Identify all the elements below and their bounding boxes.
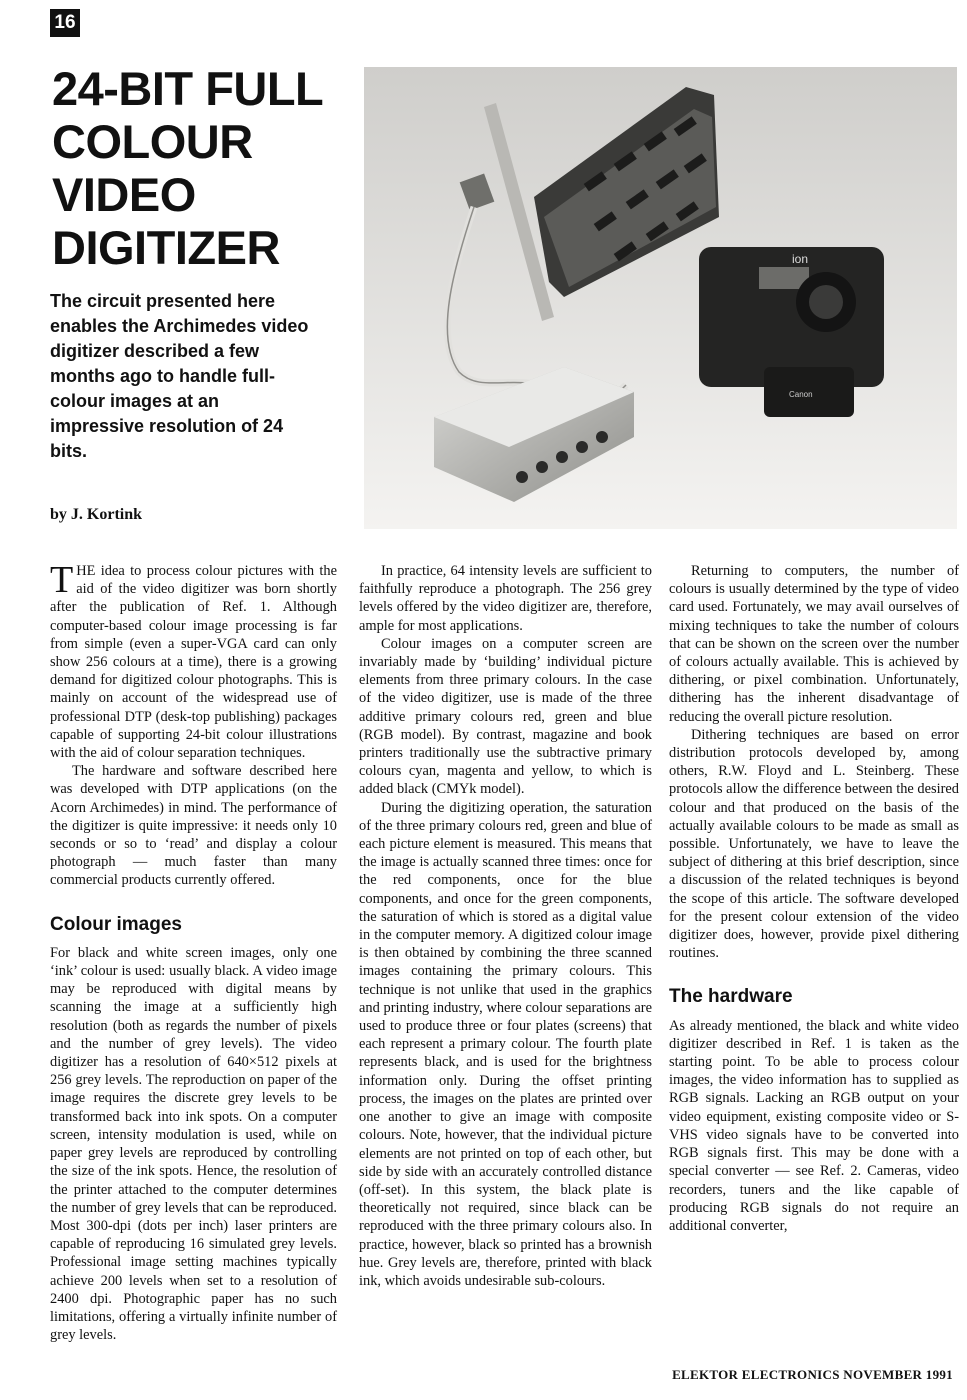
section-heading-the-hardware: The hardware	[669, 986, 793, 1008]
circuit-board-camera-photo-icon	[364, 67, 957, 529]
page-footer: ELEKTOR ELECTRONICS NOVEMBER 1991	[672, 1367, 953, 1382]
body-paragraph: For black and white screen images, only one ‘ink’ colour is used: usually black. A video image may be reproduced with digital means by scanning the image at a sufficiently high resolution (both as regards the number of pixels and the number of grey levels). The video digitizer has a resolution of 640×512 pixels at 256 grey levels. The reproduction on paper of the image requires the discrete grey levels to be transformed back into ink spots. On a computer screen, intensity modulation is used, while on paper grey levels are reproduced by controlling the size of the ink spots. Hence, the resolution of the printer attached to the computer determines the number of grey levels that can be reproduced. Most 300-dpi (dots per inch) laser printers are capable of reproducing 16 simulated grey levels. Professional image setting machines typically achieve 200 levels when set to a resolution of 2400 dpi. Photographic paper has no such limitations, offering a virtually infinite number of grey levels.	[50, 944, 337, 1344]
title-line: COLOUR	[52, 115, 253, 168]
column-2	[359, 562, 652, 1290]
standfirst: The circuit presented here enables the Archimedes video digitizer described a few months ago to handle full-colour images at an impressive resolution of 24 bits.	[50, 291, 309, 461]
drop-cap: T	[50, 559, 74, 601]
column-1	[50, 559, 337, 1344]
article-title	[52, 62, 352, 274]
section-heading-colour-images: Colour images	[50, 913, 182, 935]
camera-brand: Canon	[789, 390, 813, 399]
body-paragraph: As already mentioned, the black and white video digitizer described in Ref. 1 is taken as the starting point. To be able to process colour images, the video information has to supplied as RGB signals. Lacking an RGB output on your video equipment, existing composite video or S-VHS video signals have to be converted into RGB signals first. This may be done with a special converter — see Ref. 2. Cameras, video recorders, tuners and the like capable of producing RGB signals do not require an additional converter,	[669, 1017, 959, 1234]
title-line: DIGITIZER	[52, 221, 280, 274]
title-line: VIDEO	[52, 168, 196, 221]
body-paragraph: In practice, 64 intensity levels are sufficient to faithfully reproduce a photograph. The 256 grey levels offered by the video digitizer are, therefore, ample for most applications.	[359, 563, 652, 634]
body-paragraph: THE idea to process colour pictures with the aid of the video digitizer was born shortly after the publication of Ref. 1. Although computer-based colour image processing is far from simple (even a super-VGA card can only show 256 colours at a time), there is a growing demand for digitized colour photographs. This is mainly on account of the widespread use of professional DTP (desk-top publishing) packages capable of supporting 24-bit colour illustrations with the aid of colour separation techniques.	[50, 559, 337, 762]
column-3	[669, 562, 959, 1235]
body-paragraph: Returning to computers, the number of colours is usually determined by the type of video card used. Fortunately, we may avail ourselves of mixing techniques to take the number of colours that can be shown on the screen over the number of colours actually available. This is achieved by dithering, or pixel combination. Unfortunately, dithering has the inherent disadvantage of reducing the overall picture resolution.	[669, 563, 959, 725]
camera-logo: ion	[792, 252, 809, 266]
byline: by J. Kortink	[50, 506, 143, 523]
page-number: 16	[50, 9, 80, 37]
body-paragraph: Dithering techniques are based on error distribution protocols developed by, among others, R.W. Floyd and L. Steinberg. These protocols allow the difference between the desired colour and that produced on the basis of the actually available colours to be made as small as possible. Unfortunately, we have to leave the subject of dithering at this brief description, since a discussion of the related techniques is beyond the scope of this article. The software developed for the present colour extension of the video digitizer does, however, provide pixel dithering routines.	[669, 726, 959, 962]
article-photo	[364, 67, 957, 529]
title-line: 24-BIT FULL	[52, 62, 324, 115]
body-paragraph: During the digitizing operation, the saturation of the three primary colours red, green and blue of each picture element is measured. This means that the image is actually scanned three times: once for the red components, once for the blue components, and once for the green components, the saturation of which is stored as a digital value in the computer memory. A digitized colour image is then obtained by combining the three scanned images containing the primary colours. This technique is not unlike that used in the graphics and printing industry, where colour separations are used to produce three or four plates (screens) that each represent a primary colour. The fourth plate represents black, and is used for the brightness information only. During the offset printing process, the images on the plates are printed over one another to give an image with composite colours. Note, however, that the individual picture elements are not printed on top of each other, but side by side with an accurately controlled distance (off-set). In this system, the black plate is theoretically not required, since black can be reproduced with the three primary colours also. In practice, however, black so printed has a brownish hue. Grey levels are, therefore, printed with black ink, which avoids undesirable sub-colours.	[359, 799, 652, 1289]
body-paragraph: Colour images on a computer screen are invariably made by ‘building’ individual picture elements from three primary colours. In the case of the video digitizer, use is made of the three additive primary colours red, green and blue (RGB model). By contrast, magazine and book printers traditionally use the subtractive primary colours cyan, magenta and yellow, to which is added black (CMYk model).	[359, 635, 652, 798]
body-paragraph: The hardware and software described here was developed with DTP applications (on the Acorn Archimedes) in mind. The performance of the digitizer is quite impressive: it needs only 10 seconds or so to ‘read’ and display a colour photograph — much faster than many commercial products currently offered.	[50, 763, 337, 889]
